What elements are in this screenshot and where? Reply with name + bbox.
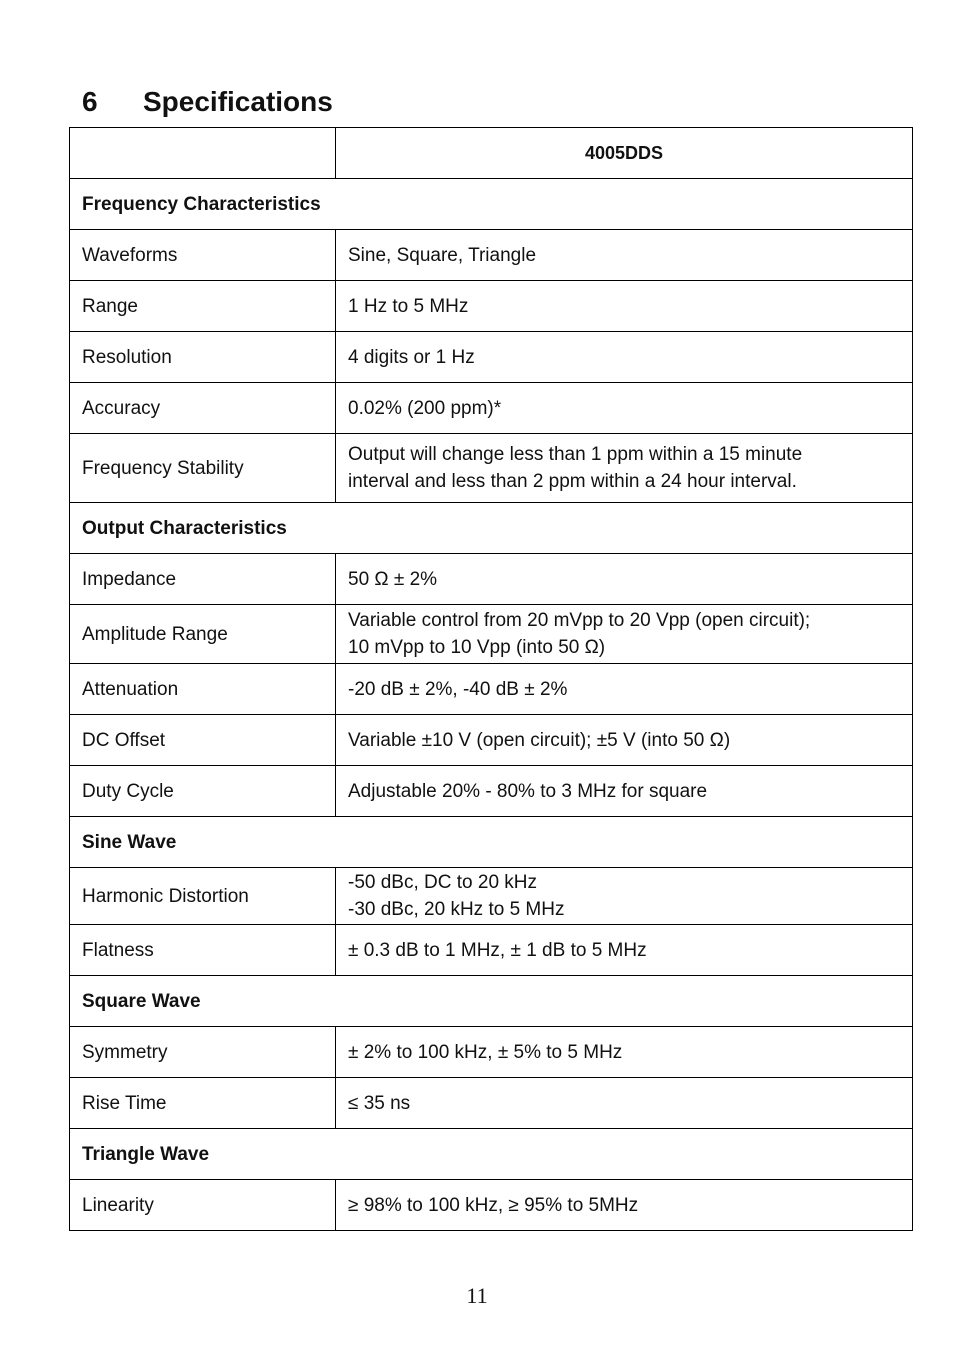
- table-row: [70, 281, 913, 332]
- table-row: [70, 868, 913, 925]
- spec-value-line: interval and less than 2 ppm within a 24 hour interval.: [348, 471, 797, 492]
- table-row: [70, 925, 913, 976]
- spec-value-line: -30 dBc, 20 kHz to 5 MHz: [348, 899, 565, 920]
- spec-value-line: 4 digits or 1 Hz: [348, 346, 475, 368]
- section-row: [70, 1129, 913, 1180]
- table-header-row: [70, 128, 913, 179]
- spec-value: [336, 925, 913, 976]
- spec-value-line: ± 2% to 100 kHz, ± 5% to 5 MHz: [348, 1041, 623, 1063]
- table-row: [70, 1180, 913, 1231]
- table-row: [70, 332, 913, 383]
- spec-label: Range: [70, 281, 336, 332]
- page-heading: [82, 82, 333, 122]
- spec-value-line: 10 mVpp to 10 Vpp (into 50 Ω): [348, 637, 606, 658]
- section-row: [70, 976, 913, 1027]
- table-row: [70, 554, 913, 605]
- spec-value-line: 50 Ω ± 2%: [348, 568, 438, 590]
- spec-value-line: Adjustable 20% - 80% to 3 MHz for square: [348, 780, 708, 802]
- spec-value: [336, 554, 913, 605]
- spec-value-line: Output will change less than 1 ppm within a 15 minute: [348, 444, 803, 465]
- spec-value: [336, 281, 913, 332]
- spec-label: Symmetry: [70, 1027, 336, 1078]
- spec-label: Harmonic Distortion: [70, 868, 336, 925]
- table-row: [70, 230, 913, 281]
- spec-value-line: Variable ±10 V (open circuit); ±5 V (into 50 Ω): [348, 729, 731, 751]
- spec-value-line: Sine, Square, Triangle: [348, 244, 537, 266]
- spec-value: [336, 1078, 913, 1129]
- section-title-cell: Frequency Characteristics: [70, 179, 913, 230]
- spec-value: [336, 383, 913, 434]
- spec-value: [336, 605, 913, 664]
- table-row: [70, 605, 913, 664]
- spec-value: [336, 664, 913, 715]
- spec-value-line: 0.02% (200 ppm)*: [348, 397, 502, 419]
- section-title-cell: Triangle Wave: [70, 1129, 913, 1180]
- section-title: Specifications: [143, 86, 333, 117]
- section-number: 6: [82, 86, 98, 117]
- table-row: [70, 715, 913, 766]
- table-row: [70, 1078, 913, 1129]
- spec-label: Linearity: [70, 1180, 336, 1231]
- section-row: [70, 503, 913, 554]
- header-empty-cell: [70, 128, 336, 179]
- spec-value-line: ≥ 98% to 100 kHz, ≥ 95% to 5MHz: [348, 1194, 639, 1216]
- spec-value: [336, 766, 913, 817]
- spec-value-line: ≤ 35 ns: [348, 1092, 411, 1114]
- spec-label: Accuracy: [70, 383, 336, 434]
- spec-value-line: Variable control from 20 mVpp to 20 Vpp (open circuit);: [348, 610, 811, 631]
- spec-value: [336, 868, 913, 925]
- section-row: [70, 179, 913, 230]
- spec-value-line: -20 dB ± 2%, -40 dB ± 2%: [348, 678, 568, 700]
- table-row: [70, 766, 913, 817]
- table-row: [70, 664, 913, 715]
- table-row: [70, 434, 913, 503]
- spec-value: [336, 332, 913, 383]
- spec-label: DC Offset: [70, 715, 336, 766]
- spec-label: Flatness: [70, 925, 336, 976]
- spec-value-line: ± 0.3 dB to 1 MHz, ± 1 dB to 5 MHz: [348, 939, 647, 961]
- spec-value: [336, 715, 913, 766]
- spec-value: [336, 230, 913, 281]
- section-row: [70, 817, 913, 868]
- spec-value: [336, 1027, 913, 1078]
- spec-label: Attenuation: [70, 664, 336, 715]
- spec-label: Rise Time: [70, 1078, 336, 1129]
- table-row: [70, 1027, 913, 1078]
- spec-value-line: 1 Hz to 5 MHz: [348, 295, 469, 317]
- spec-label: Resolution: [70, 332, 336, 383]
- spec-label: Waveforms: [70, 230, 336, 281]
- model-header: 4005DDS: [336, 128, 913, 179]
- spec-value: [336, 434, 913, 503]
- table-row: [70, 383, 913, 434]
- spec-label: Impedance: [70, 554, 336, 605]
- spec-label: Frequency Stability: [70, 434, 336, 503]
- spec-value-line: -50 dBc, DC to 20 kHz: [348, 872, 538, 893]
- section-title-cell: Sine Wave: [70, 817, 913, 868]
- spec-value: [336, 1180, 913, 1231]
- specifications-table: [69, 127, 913, 1231]
- section-title-cell: Square Wave: [70, 976, 913, 1027]
- spec-label: Duty Cycle: [70, 766, 336, 817]
- page-number: 11: [466, 1283, 488, 1308]
- section-title-cell: Output Characteristics: [70, 503, 913, 554]
- spec-label: Amplitude Range: [70, 605, 336, 664]
